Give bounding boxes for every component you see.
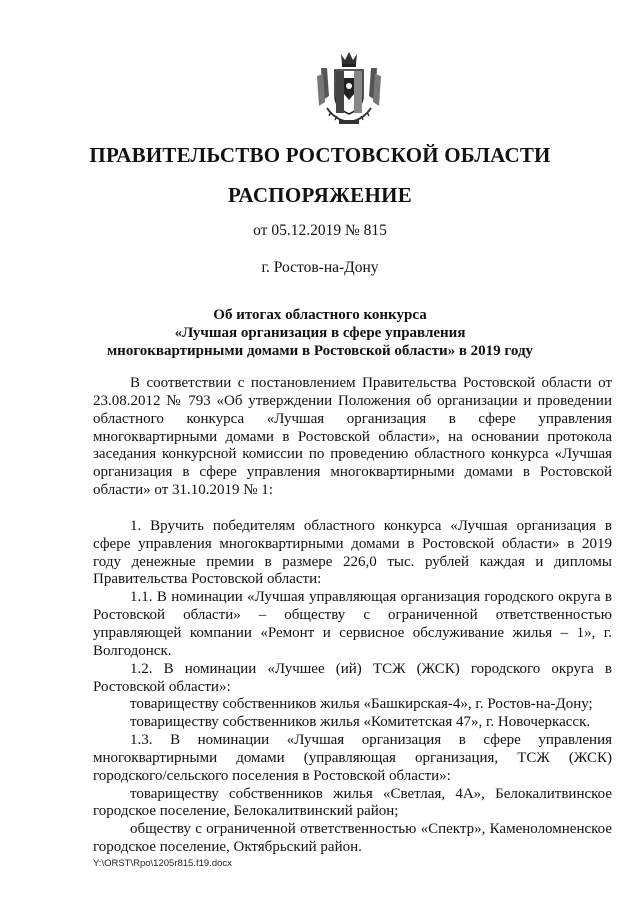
item-1-2-recipient-a: товариществу собственников жилья «Башкирская-4», г. Ростов-на-Дону;: [130, 696, 593, 713]
rostov-oblast-coat-of-arms-icon: [315, 50, 383, 126]
government-name: ПРАВИТЕЛЬСТВО РОСТОВСКОЙ ОБЛАСТИ: [89, 143, 551, 167]
document-type: РАСПОРЯЖЕНИЕ: [227, 183, 413, 207]
file-path-footer: Y:\ORST\Rpo\1205r815.f19.docx: [93, 858, 232, 869]
item-1-2-recipient-b: товариществу собственников жилья «Комитетская 47», г. Новочеркасск.: [130, 714, 591, 731]
document-body: [93, 375, 612, 857]
item-1: 1. Вручить победителям областного конкурса «Лучшая организация в сфере управления многоквартирными домами в Ростовской области» в 2019 году денежные премии в размере 226,0 тыс. рублей каждая и дипломы Правительства Ростовской области:: [93, 517, 612, 588]
title-line-1: Об итогах областного конкурса: [213, 307, 427, 323]
document-title: [0, 306, 640, 360]
item-1-3-recipient-b: обществу с ограниченной ответственностью «Спектр», Каменоломненское городское поселение, Октябрьский район.: [93, 821, 612, 856]
document-city: г. Ростов-на-Дону: [261, 259, 379, 276]
item-1-2: 1.2. В номинации «Лучшее (ий) ТСЖ (ЖСК) городского округа в Ростовской области»:: [93, 660, 612, 695]
preamble-paragraph: В соответствии с постановлением Правительства Ростовской области от 23.08.2012 № 793 «Об утверждении Положения об организации и проведении областного конкурса «Лучшая организация в сфере управления многоквартирными домами в Ростовской области», на основании протокола заседания конкурсной комиссии по проведению областного конкурса «Лучшая организация в сфере управления многоквартирными домами в Ростовской области» от 31.10.2019 № 1:: [93, 375, 612, 499]
title-line-2: «Лучшая организация в сфере управления: [174, 325, 466, 341]
item-1-3: 1.3. В номинации «Лучшая организация в сфере управления многоквартирными домами (управляющая организация, ТСЖ (ЖСК) городского/сельского поселения в Ростовской области»:: [93, 732, 612, 784]
title-line-3: многоквартирными домами в Ростовской области» в 2019 году: [106, 343, 534, 359]
document-date-number: от 05.12.2019 № 815: [253, 222, 387, 239]
item-1-3-recipient-a: товариществу собственников жилья «Светлая, 4А», Белокалитвинское городское поселение, Белокалитвинский район;: [93, 785, 612, 820]
item-1-1: 1.1. В номинации «Лучшая управляющая организация городского округа в Ростовской области» – обществу с ограниченной ответственностью управляющей компании «Ремонт и сервисное обслуживание жилья – 1», г. Волгодонск.: [93, 589, 612, 659]
